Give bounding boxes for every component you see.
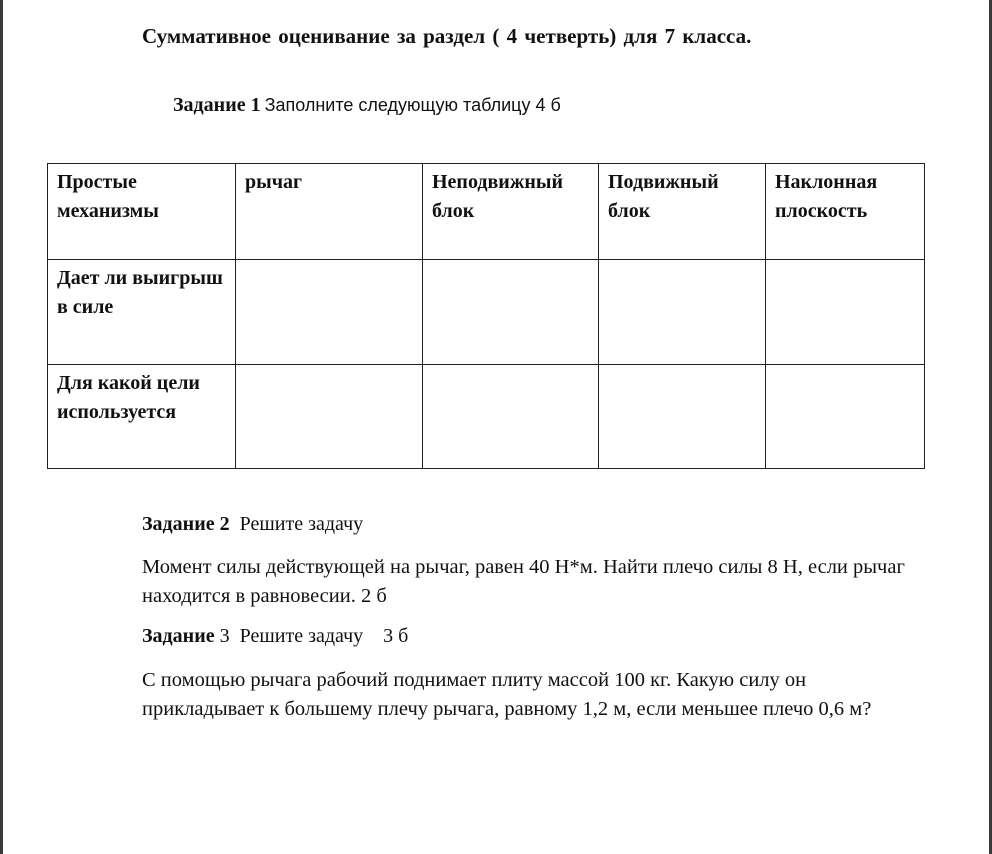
page-title: Суммативное оценивание за раздел ( 4 четверть) для 7 класса. xyxy=(142,24,752,48)
table-cell[interactable] xyxy=(423,365,599,469)
task2-heading xyxy=(142,513,363,536)
task1-label: Задание 1 xyxy=(173,94,261,116)
task2-instruction: Решите задачу xyxy=(239,513,364,535)
task3-instruction: Решите задачу 3 б xyxy=(239,625,409,647)
task3-label: Задание xyxy=(142,625,215,647)
task3-heading xyxy=(142,625,408,648)
table-cell[interactable] xyxy=(766,365,925,469)
header-fixed-pulley: Неподвижный блок xyxy=(423,164,599,260)
task1-instruction: Заполните следующую таблицу 4 б xyxy=(264,95,561,115)
header-lever: рычаг xyxy=(236,164,423,260)
table-cell[interactable] xyxy=(236,260,423,365)
page-border-left xyxy=(0,0,3,854)
table-row xyxy=(48,260,925,365)
header-movable-pulley: Подвижный блок xyxy=(599,164,766,260)
header-inclined-plane: Наклонная плоскость xyxy=(766,164,925,260)
table-cell[interactable] xyxy=(766,260,925,365)
table-header-row xyxy=(48,164,925,260)
table-cell[interactable] xyxy=(599,365,766,469)
task3-number: 3 xyxy=(219,625,230,647)
task2-label: Задание 2 xyxy=(142,513,230,535)
mechanisms-table xyxy=(47,163,925,469)
header-simple-mechanisms: Простые механизмы xyxy=(48,164,236,260)
task2-text: Момент силы действующей на рычаг, равен 40 Н*м. Найти плечо силы 8 Н, если рычаг находится в равновесии. 2 б xyxy=(142,556,905,607)
table-cell[interactable] xyxy=(423,260,599,365)
table-cell[interactable] xyxy=(599,260,766,365)
row-label-force-gain: Дает ли выигрыш в силе xyxy=(48,260,236,365)
table-cell[interactable] xyxy=(236,365,423,469)
task3-text: С помощью рычага рабочий поднимает плиту массой 100 кг. Какую силу он прикладывает к большему плечу рычага, равному 1,2 м, если меньшее плечо 0,6 м? xyxy=(142,669,872,720)
row-label-purpose: Для какой цели используется xyxy=(48,365,236,469)
task1-heading xyxy=(173,94,561,117)
table-row xyxy=(48,365,925,469)
